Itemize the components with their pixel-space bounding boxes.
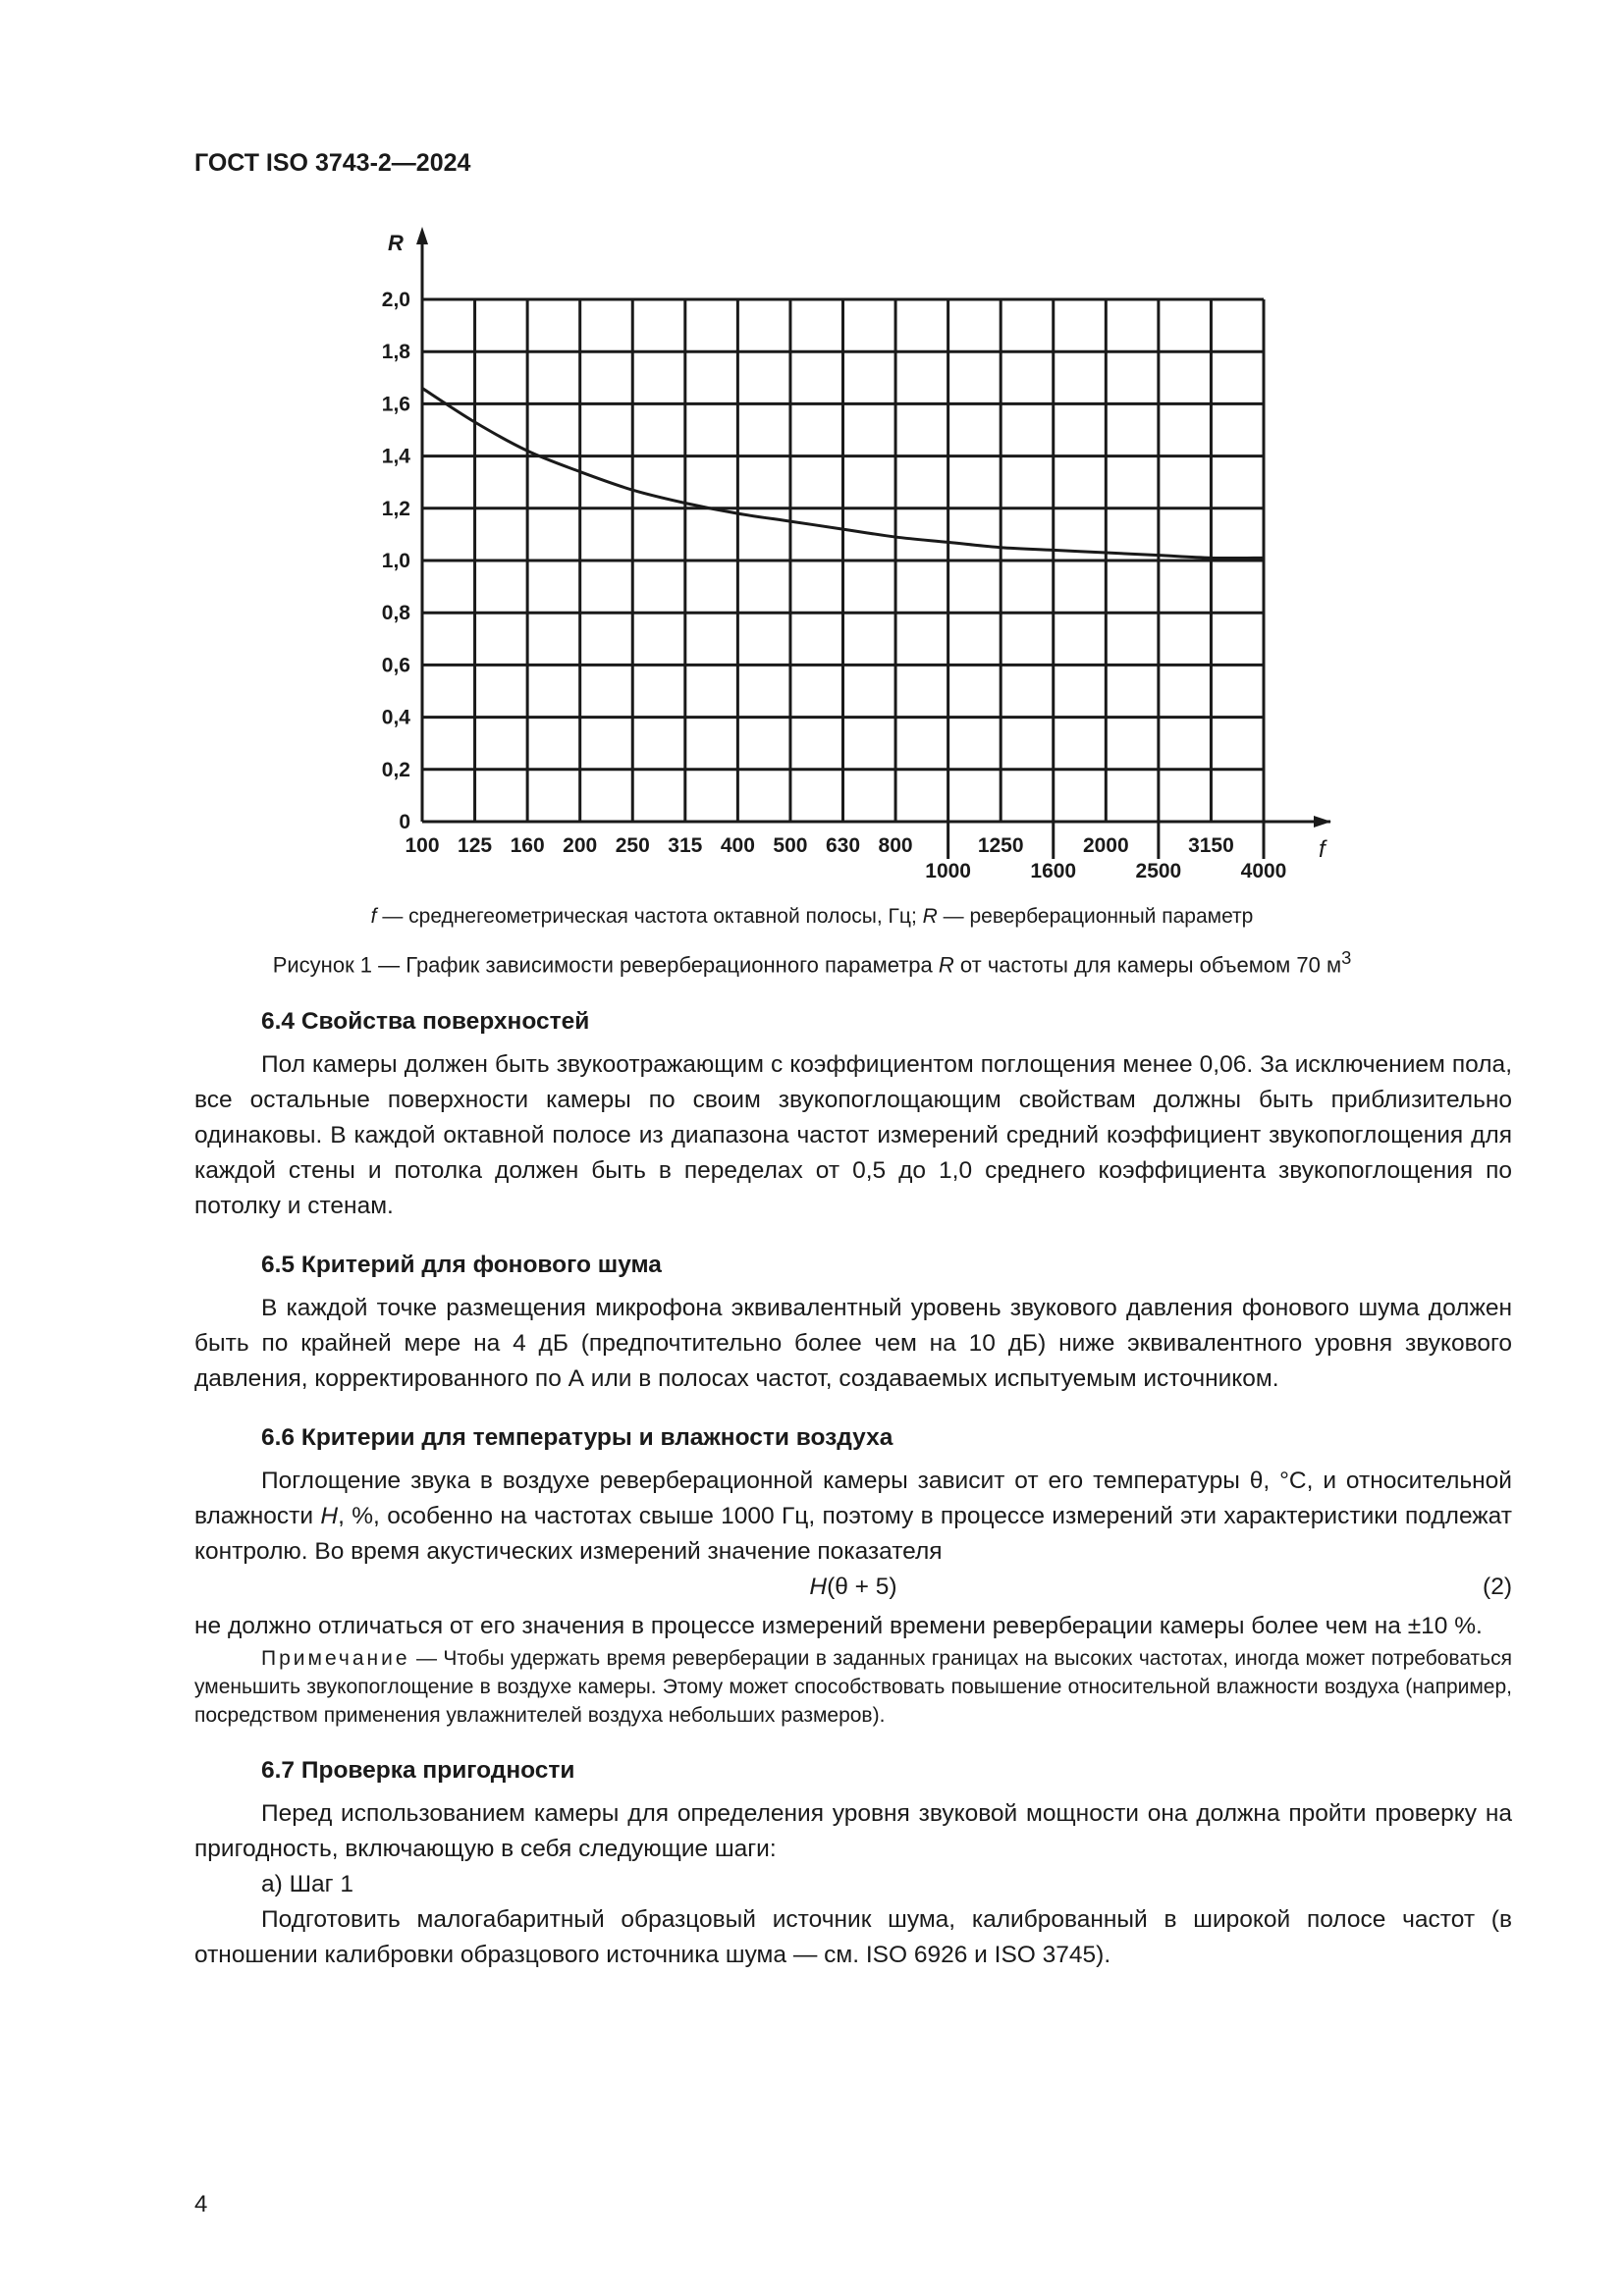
y-tick-label: 0,2 [381, 758, 410, 781]
section-6-4-paragraph: Пол камеры должен быть звукоотражающим с коэффициентом поглощения менее 0,06. За исключением пола, все остальные поверхности камеры по своим звукопоглощающим свойствам должны быть приблизительно одинаковы. В каждой октавной полосе из диапазона частот измерений средний коэффициент звукопоглощения для каждой стены и потолка должен быть в переделах от 0,5 до 1,0 среднего коэффициента звукопоглощения по потолку и стенам. [194, 1051, 1512, 1219]
section-6-5-title: 6.5 Критерий для фонового шума [261, 1252, 662, 1278]
x-tick-label: 1250 [977, 834, 1024, 857]
p1-part-a: Поглощение звука в воздухе реверберационной камеры зависит от его температуры θ, °C, и относительной влажности [194, 1468, 1512, 1529]
note-text: — Чтобы удержать время реверберации в заданных границах на высоких частотах, иногда может потребоваться уменьшить звукопоглощение в воздухе камеры. Этому может способствовать повышение относительной влажности воздуха (например, посредством применения увлажнителей воздуха небольших размеров). [194, 1647, 1512, 1727]
formula-number: (2) [1483, 1574, 1512, 1600]
x-tick-label: 2000 [1082, 834, 1129, 857]
section-6-6-note [194, 1644, 1512, 1730]
y-tick-label: 1,6 [381, 393, 410, 416]
humidity-symbol: H [320, 1503, 339, 1529]
figure-caption [0, 947, 1624, 978]
section-6-4 [194, 1004, 1512, 1224]
figure-legend [0, 905, 1624, 929]
formula-text: (θ + 5) [827, 1574, 897, 1600]
section-6-6-paragraph-2: не должно отличаться от его значения в процессе измерений времени реверберации камеры более чем на ±10 %. [194, 1613, 1483, 1639]
x-tick-label: 3150 [1188, 834, 1234, 857]
note-label: Примечание [261, 1647, 410, 1670]
y-tick-label: 0,6 [381, 654, 410, 677]
x-tick-label: 2500 [1135, 860, 1182, 882]
section-6-5 [194, 1248, 1512, 1397]
x-tick-labels [405, 834, 1286, 882]
y-tick-label: 0,8 [381, 602, 410, 625]
caption-superscript: 3 [1341, 947, 1352, 968]
x-tick-label: 315 [668, 834, 703, 857]
caption-r-symbol: R [938, 952, 954, 978]
y-tick-label: 1,0 [381, 550, 410, 572]
formula-2 [194, 1570, 1512, 1609]
chart-grid [422, 299, 1264, 822]
x-tick-label: 125 [458, 834, 493, 857]
legend-f-text: — среднегеометрическая частота октавной полосы, Гц; [382, 905, 917, 928]
document-body [194, 1004, 1512, 1997]
y-tick-label: 0,4 [381, 706, 410, 729]
x-tick-label: 630 [825, 834, 861, 857]
x-tick-label: 250 [615, 834, 650, 857]
reverberation-chart [353, 221, 1335, 898]
y-tick-label: 1,2 [381, 497, 410, 520]
x-tick-label: 1000 [925, 860, 971, 882]
x-tick-label: 800 [878, 834, 913, 857]
section-6-7 [194, 1753, 1512, 1973]
p1-part-b: , %, особенно на частотах свыше 1000 Гц, поэтому в процессе измерений эти характеристики подлежат контролю. Во время акустических измерений значение показателя [194, 1503, 1512, 1565]
section-6-6-paragraph-1 [194, 1464, 1512, 1570]
x-tick-label: 1600 [1030, 860, 1077, 882]
document-header: ГОСТ ISO 3743-2—2024 [194, 149, 471, 177]
formula-expression: H(θ + 5) [809, 1574, 897, 1600]
x-tick-label: 200 [563, 834, 598, 857]
legend-r-symbol: R [922, 905, 938, 928]
x-tick-label: 500 [773, 834, 808, 857]
y-axis-arrow [416, 227, 428, 244]
x-tick-label: 160 [510, 834, 545, 857]
legend-f-symbol: f [370, 905, 377, 928]
section-6-7-title: 6.7 Проверка пригодности [261, 1757, 575, 1784]
section-6-7-paragraph-1: Перед использованием камеры для определения уровня звуковой мощности она должна пройти проверку на пригодность, включающую в себя следующие шаги: [194, 1800, 1512, 1862]
legend-r-text: — реверберационный параметр [943, 905, 1254, 928]
y-tick-labels [382, 289, 411, 833]
y-tick-label: 1,8 [381, 341, 410, 364]
page-number: 4 [194, 2191, 208, 2217]
y-tick-label: 2,0 [381, 289, 410, 311]
chart-axes [416, 227, 1331, 859]
section-6-7-paragraph-2: Подготовить малогабаритный образцовый источник шума, калиброванный в широкой полосе частот (в отношении калибровки образцового источника шума — см. ISO 6926 и ISO 3745). [194, 1906, 1512, 1968]
y-tick-label: 0 [399, 811, 410, 833]
y-tick-label: 1,4 [381, 445, 410, 468]
caption-part-a: Рисунок 1 — График зависимости реверберационного параметра [272, 952, 933, 978]
x-tick-label: 400 [720, 834, 755, 857]
section-6-6 [194, 1420, 1512, 1730]
x-tick-label: 4000 [1240, 860, 1287, 882]
section-6-7-item-a: а) Шаг 1 [261, 1871, 354, 1897]
x-tick-label: 100 [405, 834, 440, 857]
caption-part-b: от частоты для камеры объемом 70 м [959, 952, 1342, 978]
section-6-4-title: 6.4 Свойства поверхностей [261, 1008, 590, 1035]
x-axis-arrow [1314, 816, 1331, 828]
y-axis-label: R [388, 231, 404, 255]
section-6-6-title: 6.6 Критерии для температуры и влажности воздуха [261, 1424, 893, 1451]
x-axis-label: f [1319, 836, 1326, 863]
section-6-5-paragraph: В каждой точке размещения микрофона эквивалентный уровень звукового давления фонового шума должен быть по крайней мере на 4 дБ (предпочтительно более чем на 10 дБ) ниже эквивалентного уровня звукового давления, корректированного по А или в полосах частот, создаваемых испытуемым источником. [194, 1295, 1512, 1392]
